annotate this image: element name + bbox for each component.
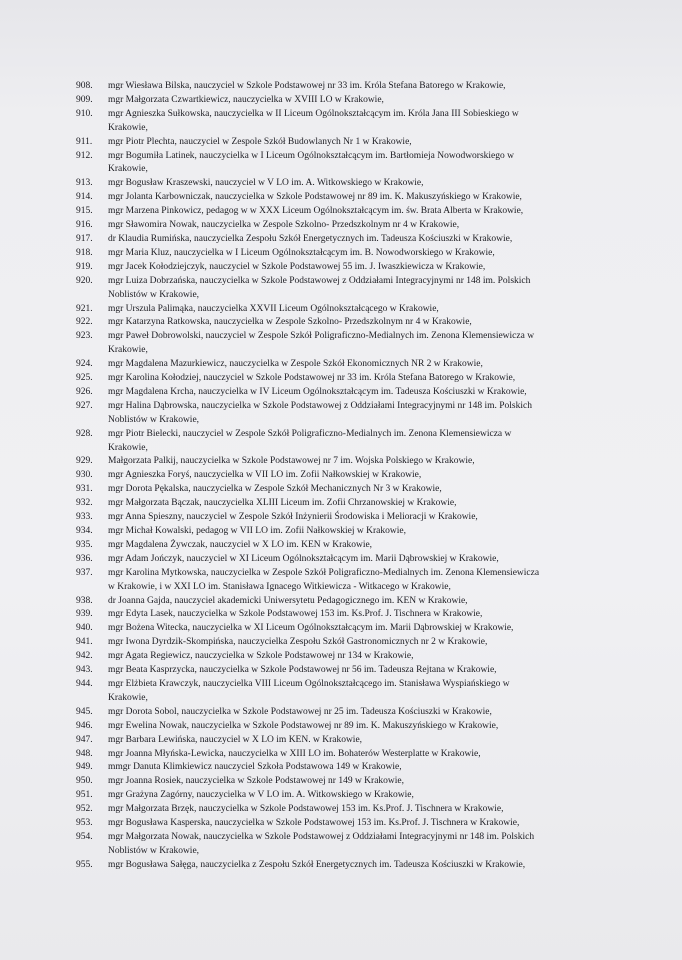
entry-text-block <box>106 330 636 358</box>
entry-text-block <box>106 303 636 317</box>
list-item <box>76 219 636 233</box>
list-item <box>76 386 636 400</box>
entry-text-continuation: Noblistów w Krakowie, <box>108 289 200 300</box>
entry-number: 943. <box>76 665 93 676</box>
entry-number: 918. <box>76 247 93 258</box>
entry-text: mgr Bogusława Sałęga, nauczycielka z Zespołu Szkół Energetycznych im. Tadeusza Kościuszki w Krakowie, <box>108 859 526 870</box>
entry-text-block <box>106 511 636 525</box>
entry-text-continuation: Krakowie, <box>108 442 148 453</box>
entry-text-block <box>106 80 636 94</box>
entry-text-block <box>106 469 636 483</box>
entry-text-block <box>106 650 636 664</box>
entry-text: mgr Magdalena Żywczak, nauczyciel w X LO im. KEN w Krakowie, <box>108 539 373 550</box>
list-item <box>76 316 636 330</box>
entry-text: dr Klaudia Rumińska, nauczycielka Zespołu Szkół Energetycznych im. Tadeusza Kościuszki w Krakowie, <box>108 233 513 244</box>
entry-number: 922. <box>76 317 93 328</box>
entry-text-block <box>106 261 636 275</box>
entry-text-continuation: Noblistów w Krakowie, <box>108 845 200 856</box>
entry-text-block <box>106 316 636 330</box>
list-item <box>76 108 636 136</box>
entry-text-block <box>106 525 636 539</box>
list-item <box>76 94 636 108</box>
entry-text: mgr Małgorzata Bączak, nauczycielka XLIII Liceum im. Zofii Chrzanowskiej w Krakowie, <box>108 498 457 509</box>
entry-text-block <box>106 247 636 261</box>
list-item <box>76 497 636 511</box>
list-item <box>76 859 636 873</box>
entry-number: 934. <box>76 526 93 536</box>
list-item <box>76 608 636 622</box>
entry-text-block <box>106 608 636 622</box>
entry-number: 929. <box>76 456 93 467</box>
entry-text-block <box>106 483 636 497</box>
entry-number: 948. <box>76 748 93 759</box>
list-item <box>76 233 636 247</box>
entry-number: 911. <box>76 136 93 147</box>
entry-text: mgr Małgorzata Brzęk, nauczycielka w Szkole Podstawowej 153 im. Ks.Prof. J. Tischnera w Krakowie, <box>108 804 504 815</box>
entry-number: 928. <box>76 428 93 439</box>
entry-number: 945. <box>76 706 93 717</box>
entry-number: 924. <box>76 359 93 370</box>
list-item <box>76 136 636 150</box>
list-item <box>76 455 636 469</box>
entry-text: mgr Sławomira Nowak, nauczycielka w Zespole Szkolno- Przedszkolnym nr 4 w Krakowie, <box>108 220 460 231</box>
list-item <box>76 205 636 219</box>
entry-number: 941. <box>76 637 93 648</box>
list-item <box>76 831 636 859</box>
entry-text-block <box>106 177 636 191</box>
list-item <box>76 261 636 275</box>
entry-text-continuation: Krakowie, <box>108 345 148 356</box>
list-item <box>76 748 636 762</box>
entry-text: mgr Grażyna Zagórny, nauczycielka w V LO im. A. Witkowskiego w Krakowie, <box>108 790 414 801</box>
entry-text: mgr Małgorzata Czwartkiewicz, nauczycielka w XVIII LO w Krakowie, <box>108 94 384 105</box>
entry-text: mgr Joanna Młyńska-Lewicka, nauczycielka w XIII LO im. Bohaterów Westerplatte w Krakowie, <box>108 748 481 759</box>
entry-number: 920. <box>76 275 93 286</box>
list-item <box>76 428 636 456</box>
list-item <box>76 400 636 428</box>
list-item <box>76 817 636 831</box>
entry-text: mgr Karolina Mytkowska, nauczycielka w Zespole Szkół Poligraficzno-Medialnych im. Zenona Klemensiewicza <box>108 567 540 578</box>
list-item <box>76 303 636 317</box>
list-item <box>76 553 636 567</box>
entry-text: mgr Małgorzata Nowak, nauczycielka w Szkole Podstawowej z Oddziałami Integracyjnymi nr 148 im. Polskich <box>108 831 535 842</box>
entry-text: mgr Agata Regiewicz, nauczycielka w Szkole Podstawowej nr 134 w Krakowie, <box>108 651 414 662</box>
list-item <box>76 483 636 497</box>
list-item <box>76 789 636 803</box>
list-item <box>76 275 636 303</box>
list-item <box>76 525 636 539</box>
entry-text-block <box>106 428 636 456</box>
entry-text-block <box>106 678 636 706</box>
entry-text-block <box>106 94 636 108</box>
entry-text: mgr Karolina Kołodziej, nauczyciel w Szkole Podstawowej nr 33 im. Króla Stefana Batorego w Krakowie, <box>108 373 516 384</box>
list-item <box>76 469 636 483</box>
entry-text-block <box>106 205 636 219</box>
list-item <box>76 734 636 748</box>
entry-text-block <box>106 233 636 247</box>
entry-text-block <box>106 748 636 762</box>
entry-text: mgr Magdalena Krcha, nauczycielka w IV Liceum Ogólnokształcącym im. Tadeusza Kościuszki w Krakowie, <box>108 386 527 397</box>
entry-text: mgr Ewelina Nowak, nauczycielka w Szkole Podstawowej nr 89 im. K. Makuszyńskiego w Krakowie, <box>108 720 499 731</box>
entry-text-block <box>106 595 636 609</box>
entry-text: mgr Dorota Pękalska, nauczycielka w Zespole Szkół Mechanicznych Nr 3 w Krakowie, <box>108 484 442 495</box>
list-item <box>76 595 636 609</box>
entry-text-block <box>106 219 636 233</box>
entry-text-continuation: Krakowie, <box>108 164 148 175</box>
entry-text: Małgorzata Palkij, nauczycielka w Szkole Podstawowej nr 7 im. Wojska Polskiego w Krakowie, <box>108 456 475 467</box>
entry-text-block <box>106 706 636 720</box>
entry-text: mgr Bożena Witecka, nauczycielka w XI Liceum Ogólnokształcącym im. Marii Dąbrowskiej w Krakowie, <box>108 623 514 634</box>
entry-text: mgr Elżbieta Krawczyk, nauczycielka VIII Liceum Ogólnokształcącego im. Stanisława Wyspiańskiego w <box>108 678 510 689</box>
entry-number: 937. <box>76 567 93 578</box>
entry-text: mgr Agnieszka Foryś, nauczycielka w VII LO im. Zofii Nałkowskiej w Krakowie, <box>108 470 422 481</box>
entry-text-block <box>106 831 636 859</box>
list-item <box>76 358 636 372</box>
entry-text-block <box>106 789 636 803</box>
entry-text: mgr Urszula Palimąka, nauczycielka XXVII Liceum Ogólnokształcącego w Krakowie, <box>108 303 439 314</box>
entry-text-block <box>106 108 636 136</box>
entry-text: mgr Anna Spieszny, nauczyciel w Zespole Szkół Inżynierii Środowiska i Melioracji w Krakowie, <box>108 512 478 523</box>
entry-number: 953. <box>76 818 93 829</box>
entry-text-block <box>106 664 636 678</box>
entry-number: 949. <box>76 762 93 773</box>
entry-text: mgr Piotr Bielecki, nauczyciel w Zespole Szkół Poligraficzno-Medialnych im. Zenona Klemensiewicza w <box>108 428 512 439</box>
entry-number: 954. <box>76 831 93 842</box>
list-item <box>76 664 636 678</box>
entry-number: 939. <box>76 609 93 620</box>
entry-text-continuation: w Krakowie, i w XXI LO im. Stanisława Ignacego Witkiewicza - Witkacego w Krakowie, <box>108 581 451 592</box>
entry-text: mgr Edyta Lasek, nauczycielka w Szkole Podstawowej 153 im. Ks.Prof. J. Tischnera w Krakowie, <box>108 609 483 620</box>
entry-text-block <box>106 372 636 386</box>
list-item <box>76 191 636 205</box>
list-item <box>76 177 636 191</box>
entry-number: 919. <box>76 261 93 272</box>
list-item <box>76 706 636 720</box>
entry-number: 912. <box>76 150 93 161</box>
entry-number: 950. <box>76 776 93 787</box>
entry-text-block <box>106 775 636 789</box>
list-item <box>76 372 636 386</box>
list-item <box>76 650 636 664</box>
entry-number: 936. <box>76 553 93 564</box>
entry-text-block <box>106 539 636 553</box>
entry-text-block <box>106 734 636 748</box>
entry-text: mgr Wiesława Bilska, nauczyciel w Szkole Podstawowej nr 33 im. Króla Stefana Batorego w Krakowie, <box>108 81 506 91</box>
list-item <box>76 539 636 553</box>
entry-number: 940. <box>76 623 93 634</box>
entry-text-continuation: Krakowie, <box>108 122 148 133</box>
list-item <box>76 511 636 525</box>
entry-number: 914. <box>76 192 93 203</box>
entry-number: 952. <box>76 804 93 815</box>
entry-number: 916. <box>76 220 93 231</box>
entry-text: mgr Magdalena Mazurkiewicz, nauczycielka w Zespole Szkół Ekonomicznych NR 2 w Krakowie, <box>108 359 483 370</box>
entry-number: 947. <box>76 734 93 745</box>
entry-text-block <box>106 358 636 372</box>
entry-number: 926. <box>76 386 93 397</box>
signatory-list <box>76 80 636 873</box>
entry-text-block <box>106 817 636 831</box>
entry-number: 921. <box>76 303 93 314</box>
entry-text-block <box>106 386 636 400</box>
entry-text-block <box>106 400 636 428</box>
entry-number: 942. <box>76 651 93 662</box>
entry-text-block <box>106 275 636 303</box>
entry-text-block <box>106 497 636 511</box>
list-item <box>76 622 636 636</box>
entry-text-block <box>106 761 636 775</box>
entry-text-block <box>106 553 636 567</box>
entry-text: mgr Marzena Pinkowicz, pedagog w w XXX Liceum Ogólnokształcącym im. św. Brata Alberta w Krakowie, <box>108 206 524 217</box>
entry-number: 913. <box>76 178 93 189</box>
entry-text-block <box>106 622 636 636</box>
entry-number: 930. <box>76 470 93 481</box>
entry-text: mgr Jolanta Karbowniczak, nauczycielka w Szkole Podstawowej nr 89 im. K. Makuszyńskiego w Krakowie, <box>108 192 522 203</box>
list-item <box>76 636 636 650</box>
list-item <box>76 775 636 789</box>
entry-text: mgr Barbara Lewińska, nauczyciel w X LO im KEN. w Krakowie, <box>108 734 363 745</box>
entry-text: mgr Beata Kasprzycka, nauczycielka w Szkole Podstawowej nr 56 im. Tadeusza Rejtana w Krakowie, <box>108 665 497 676</box>
entry-text: mgr Iwona Dyrdzik-Skompińska, nauczycielka Zespołu Szkół Gastronomicznych nr 2 w Krakowie, <box>108 637 488 648</box>
entry-text: mgr Jacek Kołodziejczyk, nauczyciel w Szkole Podstawowej 55 im. J. Iwaszkiewicza w Krakowie, <box>108 261 486 272</box>
entry-text-block <box>106 191 636 205</box>
list-item <box>76 247 636 261</box>
list-item <box>76 678 636 706</box>
entry-text-continuation: Krakowie, <box>108 692 148 703</box>
entry-number: 946. <box>76 720 93 731</box>
entry-text: mgr Bogumiła Latinek, nauczycielka w I Liceum Ogólnokształcącym im. Bartłomieja Nowodworskiego w <box>108 150 515 161</box>
entry-number: 909. <box>76 94 93 105</box>
entry-number: 951. <box>76 790 93 801</box>
entry-number: 910. <box>76 108 93 119</box>
entry-number: 955. <box>76 859 93 870</box>
entry-text-block <box>106 567 636 595</box>
list-item <box>76 330 636 358</box>
entry-number: 925. <box>76 373 93 384</box>
entry-number: 933. <box>76 512 93 523</box>
entry-text: mgr Bogusław Kraszewski, nauczyciel w V LO im. A. Witkowskiego w Krakowie, <box>108 178 424 189</box>
entry-text-block <box>106 636 636 650</box>
entry-number: 923. <box>76 331 93 342</box>
entry-text-block <box>106 859 636 873</box>
entry-number: 944. <box>76 678 93 689</box>
entry-text-continuation: Noblistów w Krakowie, <box>108 414 200 425</box>
entry-text: mgr Maria Kluz, nauczycielka w I Liceum Ogólnokształcącym im. B. Nowodworskiego w Krakowie, <box>108 247 495 258</box>
entry-text-block <box>106 455 636 469</box>
entry-number: 915. <box>76 206 93 217</box>
entry-number: 935. <box>76 539 93 550</box>
entry-text: mmgr Danuta Klimkiewicz nauczyciel Szkoła Podstawowa 149 w Krakowie, <box>108 762 402 773</box>
entry-text: mgr Joanna Rosiek, nauczycielka w Szkole Podstawowej nr 149 w Krakowie, <box>108 776 405 787</box>
entry-number: 927. <box>76 400 93 411</box>
entry-text: mgr Luiza Dobrzańska, nauczycielka w Szkole Podstawowej z Oddziałami Integracyjnymi nr 148 im. Polskich <box>108 275 531 286</box>
entry-number: 931. <box>76 484 93 495</box>
entry-text-block <box>106 150 636 178</box>
entry-text: mgr Adam Jończyk, nauczyciel w XI Liceum Ogólnokształcącym im. Marii Dąbrowskiej w Krakowie, <box>108 553 499 564</box>
entry-text-block <box>106 803 636 817</box>
entry-text: mgr Katarzyna Ratkowska, nauczycielka w Zespole Szkolno- Przedszkolnym nr 4 w Krakowie, <box>108 317 472 328</box>
entry-text-block <box>106 720 636 734</box>
entry-number: 932. <box>76 498 93 509</box>
entry-number: 938. <box>76 595 93 606</box>
entry-text: mgr Agnieszka Sułkowska, nauczycielka w II Liceum Ogólnokształcącym im. Króla Jana III Sobieskiego w <box>108 108 519 119</box>
list-item <box>76 803 636 817</box>
entry-number: 908. <box>76 81 93 91</box>
entry-text: mgr Paweł Dobrowolski, nauczyciel w Zespole Szkół Poligraficzno-Medialnych im. Zenona Klemensiewicza w <box>108 331 535 342</box>
list-item <box>76 150 636 178</box>
entry-text: mgr Halina Dąbrowska, nauczycielka w Szkole Podstawowej z Oddziałami Integracyjnymi nr 148 im. Polskich <box>108 400 532 411</box>
entry-text: mgr Piotr Plechta, nauczyciel w Zespole Szkół Budowlanych Nr 1 w Krakowie, <box>108 136 412 147</box>
entry-text: dr Joanna Gajda, nauczyciel akademicki Uniwersytetu Pedagogicznego im. KEN w Krakowie, <box>108 595 468 606</box>
entry-text: mgr Bogusława Kasperska, nauczycielka w Szkole Podstawowej 153 im. Ks.Prof. J. Tischnera w Krakowie, <box>108 818 520 829</box>
list-item <box>76 567 636 595</box>
entry-text: mgr Dorota Sobol, nauczycielka w Szkole Podstawowej nr 25 im. Tadeusza Kościuszki w Krakowie, <box>108 706 492 717</box>
list-item <box>76 761 636 775</box>
entry-text-block <box>106 136 636 150</box>
entry-number: 917. <box>76 233 93 244</box>
list-item <box>76 80 636 94</box>
entry-text: mgr Michał Kowalski, pedagog w VII LO im. Zofii Nałkowskiej w Krakowie, <box>108 526 406 536</box>
list-item <box>76 720 636 734</box>
